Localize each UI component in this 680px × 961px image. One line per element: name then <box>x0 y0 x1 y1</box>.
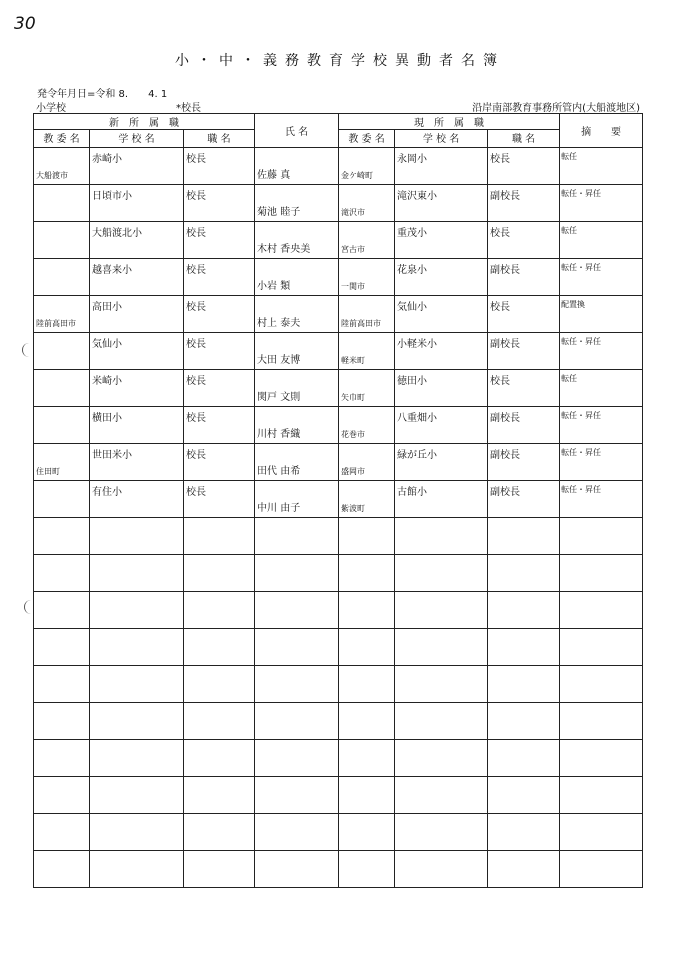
remarks-cell: 転任・昇任 <box>561 448 602 457</box>
current-board-cell: 金ケ崎町 <box>341 171 374 180</box>
empty-table-row <box>34 740 643 777</box>
current-job-cell: 副校長 <box>490 450 521 461</box>
new-school-cell: 越喜来小 <box>92 265 132 276</box>
remarks-cell: 配置換 <box>561 300 586 309</box>
table-row <box>34 444 643 481</box>
current-school-cell: 徳田小 <box>397 376 428 387</box>
new-school-cell: 気仙小 <box>92 339 122 350</box>
person-name-cell: 佐藤 真 <box>257 170 291 181</box>
current-job-cell: 副校長 <box>490 265 521 276</box>
empty-table-row <box>34 814 643 851</box>
empty-table-row <box>34 851 643 888</box>
empty-table-row <box>34 777 643 814</box>
person-name-cell: 中川 由子 <box>257 503 301 514</box>
remarks-cell: 転任・昇任 <box>561 263 602 272</box>
new-school-cell: 横田小 <box>92 413 122 424</box>
current-school-cell: 滝沢東小 <box>397 191 438 202</box>
new-school-cell: 日頃市小 <box>92 191 132 202</box>
current-job-cell: 校長 <box>490 376 511 387</box>
current-job-cell: 副校長 <box>490 339 521 350</box>
current-school-cell: 永岡小 <box>397 154 428 165</box>
school-type: 小学校 <box>36 103 66 114</box>
page-number: 30 <box>14 14 36 34</box>
current-board-cell: 陸前高田市 <box>341 319 382 328</box>
person-name-cell: 川村 香織 <box>257 429 301 440</box>
new-job-cell: 校長 <box>186 413 206 424</box>
remarks-cell: 転任・昇任 <box>561 485 602 494</box>
new-job-cell: 校長 <box>186 154 206 165</box>
name-header: 氏 名 <box>255 114 339 148</box>
new-school-header: 学 校 名 <box>90 130 184 148</box>
new-job-cell: 校長 <box>186 487 206 498</box>
empty-table-row <box>34 703 643 740</box>
remarks-cell: 転任・昇任 <box>561 337 602 346</box>
person-name-cell: 木村 香央美 <box>257 244 311 255</box>
new-job-cell: 校長 <box>186 228 206 239</box>
current-job-cell: 校長 <box>490 302 511 313</box>
new-job-cell: 校長 <box>186 191 206 202</box>
remarks-cell: 転任 <box>561 374 578 383</box>
person-name-cell: 小岩 類 <box>257 281 291 292</box>
current-affiliation-header: 現 所 属 職 <box>339 114 560 130</box>
current-school-cell: 小軽米小 <box>397 339 438 350</box>
empty-table-row <box>34 592 643 629</box>
empty-table-row <box>34 518 643 555</box>
current-board-cell: 軽米町 <box>341 356 366 365</box>
current-board-cell: 花巻市 <box>341 430 366 439</box>
table-row <box>34 185 643 222</box>
new-job-cell: 校長 <box>186 450 206 461</box>
current-school-cell: 八重畑小 <box>397 413 438 424</box>
new-job-header: 職 名 <box>184 130 255 148</box>
current-board-cell: 紫波町 <box>341 504 366 513</box>
current-school-cell: 古館小 <box>397 487 428 498</box>
current-job-cell: 副校長 <box>490 413 521 424</box>
current-school-cell: 気仙小 <box>397 302 428 313</box>
person-name-cell: 田代 由希 <box>257 466 301 477</box>
person-name-cell: 大田 友博 <box>257 355 301 366</box>
current-job-cell: 校長 <box>490 228 511 239</box>
current-school-cell: 花泉小 <box>397 265 428 276</box>
person-name-cell: 関戸 文則 <box>257 392 301 403</box>
new-board-cell: 住田町 <box>36 467 60 476</box>
current-school-cell: 緑が丘小 <box>397 450 438 461</box>
person-name-cell: 菊池 睦子 <box>257 207 301 218</box>
punch-mark <box>24 600 33 614</box>
current-board-cell: 盛岡市 <box>341 467 366 476</box>
remarks-cell: 転任 <box>561 152 578 161</box>
new-job-cell: 校長 <box>186 339 206 350</box>
table-row <box>34 407 643 444</box>
current-job-cell: 副校長 <box>490 487 521 498</box>
current-board-cell: 一関市 <box>341 282 366 291</box>
current-job-header: 職 名 <box>488 130 560 148</box>
table-row <box>34 370 643 407</box>
table-row <box>34 259 643 296</box>
new-board-cell: 大船渡市 <box>36 171 68 180</box>
current-job-cell: 校長 <box>490 154 511 165</box>
current-board-cell: 滝沢市 <box>341 208 366 217</box>
position-type: *校長 <box>176 103 201 114</box>
new-school-cell: 有住小 <box>92 487 122 498</box>
empty-table-row <box>34 555 643 592</box>
new-school-cell: 世田米小 <box>92 450 132 461</box>
region-label: 沿岸南部教育事務所管内(大船渡地区) <box>472 103 640 114</box>
new-job-cell: 校長 <box>186 265 206 276</box>
new-school-cell: 米崎小 <box>92 376 122 387</box>
new-job-cell: 校長 <box>186 302 206 313</box>
empty-table-row <box>34 629 643 666</box>
current-board-header: 教 委 名 <box>339 130 395 148</box>
table-row <box>34 333 643 370</box>
new-job-cell: 校長 <box>186 376 206 387</box>
new-school-cell: 赤崎小 <box>92 154 122 165</box>
table-row <box>34 222 643 259</box>
table-row <box>34 148 643 185</box>
new-board-header: 教 委 名 <box>34 130 90 148</box>
new-affiliation-header: 新 所 属 職 <box>34 114 255 130</box>
new-school-cell: 高田小 <box>92 302 122 313</box>
empty-table-row <box>34 666 643 703</box>
current-school-cell: 重茂小 <box>397 228 428 239</box>
remarks-header: 摘 要 <box>560 114 643 148</box>
transfer-table <box>33 113 643 888</box>
current-board-cell: 宮古市 <box>341 245 366 254</box>
table-row <box>34 481 643 518</box>
document-title: 小・中・義務教育学校異動者名簿 <box>175 53 505 69</box>
table-row <box>34 296 643 333</box>
remarks-cell: 転任・昇任 <box>561 189 602 198</box>
current-board-cell: 矢巾町 <box>341 393 366 402</box>
new-school-cell: 大船渡北小 <box>92 228 142 239</box>
remarks-cell: 転任 <box>561 226 578 235</box>
current-job-cell: 副校長 <box>490 191 521 202</box>
person-name-cell: 村上 泰夫 <box>257 318 301 329</box>
current-school-header: 学 校 名 <box>395 130 488 148</box>
punch-mark <box>22 343 31 357</box>
issue-date: 発令年月日=令和 8. 4. 1 <box>37 89 168 100</box>
new-board-cell: 陸前高田市 <box>36 319 76 328</box>
remarks-cell: 転任・昇任 <box>561 411 602 420</box>
